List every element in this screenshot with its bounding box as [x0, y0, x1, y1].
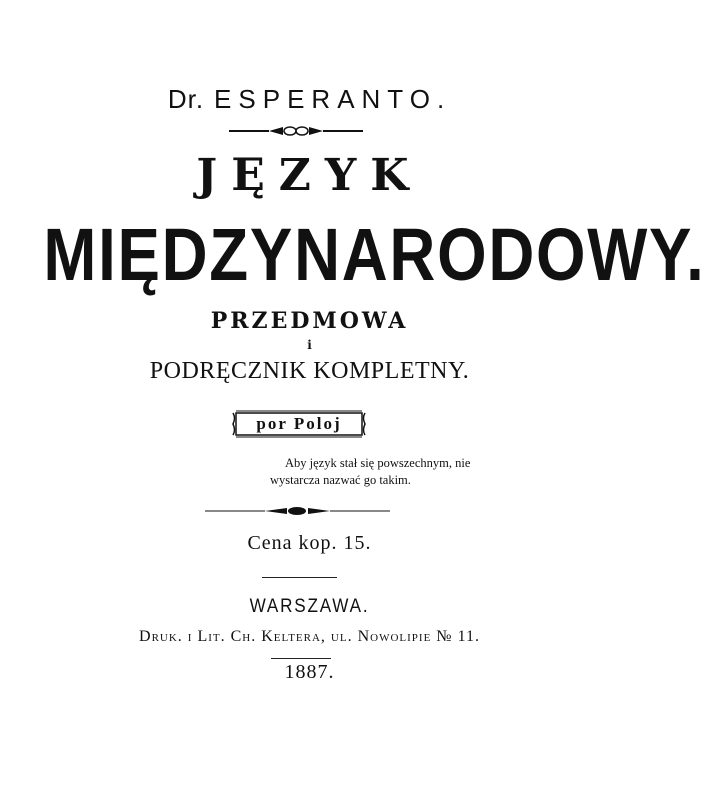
price: Cena kop. 15.: [247, 532, 372, 554]
title-line-2: MIĘDZYNARODOWY.: [43, 213, 706, 296]
author-name: ESPERANTO.: [214, 84, 452, 114]
motto: [250, 455, 530, 489]
rule-divider-bottom: [271, 658, 331, 659]
author-line: [0, 84, 619, 115]
author-title: Dr.: [167, 84, 205, 114]
badge-label: por Poloj: [256, 414, 342, 433]
title-line-1: JĘZYK: [196, 150, 423, 201]
city: WARSZAWA.: [249, 596, 370, 617]
printer-line: Druk. i Lit. Ch. Keltera, ul. Nowolipie № 11.: [139, 628, 480, 645]
year: 1887.: [284, 661, 335, 683]
title-line-3: PRZEDMOWA: [210, 308, 409, 334]
title-line-4: PODRĘCZNIK KOMPLETNY.: [149, 358, 470, 384]
title-conjunction: i: [307, 338, 312, 352]
rule-divider: [262, 577, 337, 578]
ornament-divider-middle: [205, 505, 390, 517]
motto-line-1: Aby język stał się powszechnym, nie: [285, 456, 471, 470]
motto-line-2: wystarcza nazwać go takim.: [270, 473, 411, 487]
ornament-divider-top: [229, 125, 363, 137]
